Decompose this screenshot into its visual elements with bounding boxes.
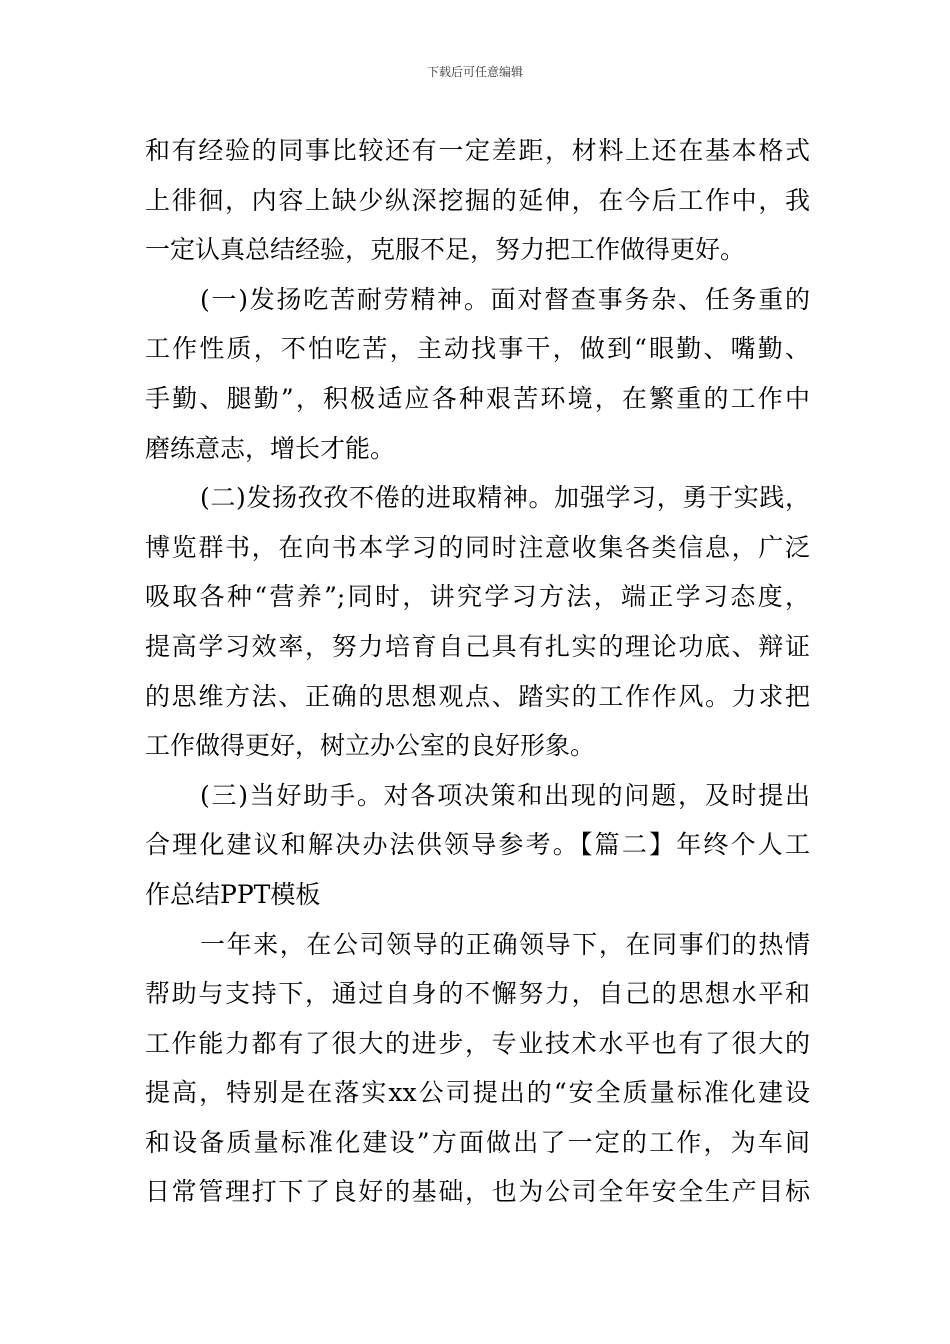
document-body (145, 126, 810, 1217)
text-line: 作总结PPT模板 (145, 879, 321, 909)
text-line: 上徘徊，内容上缺少纵深挖掘的延伸，在今后工作中，我 (145, 185, 810, 215)
paragraph-first-line: (一)发扬吃苦耐劳精神。面对督查事务杂、任务重的 (200, 284, 810, 314)
text-line: 和设备质量标准化建设”方面做出了一定的工作，为车间 (145, 1127, 810, 1157)
text-line: 日常管理打下了良好的基础，也为公司全年安全生产目标 (145, 1177, 810, 1207)
text-line: 和有经验的同事比较还有一定差距，材料上还在基本格式 (145, 136, 810, 165)
text-line: 吸取各种“营养”;同时，讲究学习方法，端正学习态度， (145, 582, 810, 612)
text-line: 提高学习效率，努力培育自己具有扎实的理论功底、辩证 (145, 631, 810, 661)
text-line: 博览群书，在向书本学习的同时注意收集各类信息，广泛 (145, 532, 810, 562)
text-line: 提高，特别是在落实xx公司提出的“安全质量标准化建设 (145, 1078, 810, 1108)
text-line: 磨练意志，增长才能。 (145, 433, 396, 463)
text-line: 工作能力都有了很大的进步，专业技术水平也有了很大的 (145, 1028, 810, 1058)
page-header-note: 下载后可任意编辑 (426, 65, 523, 79)
text-line: 帮助与支持下，通过自身的不懈努力，自己的思想水平和 (145, 979, 810, 1009)
text-line: 一定认真总结经验，克服不足，努力把工作做得更好。 (145, 235, 746, 265)
paragraph-first-line: (三)当好助手。对各项决策和出现的问题，及时提出 (200, 780, 810, 810)
text-line: 合理化建议和解决办法供领导参考。【篇二】年终个人工 (145, 830, 810, 860)
text-line: 工作做得更好，树立办公室的良好形象。 (145, 731, 596, 761)
text-line: 手勤、腿勤”，积极适应各种艰苦环境，在繁重的工作中 (145, 383, 810, 413)
paragraph-first-line: (二)发扬孜孜不倦的进取精神。加强学习，勇于实践， (200, 483, 810, 513)
paragraph-first-line: 一年来，在公司领导的正确领导下，在同事们的热情 (200, 929, 810, 959)
text-line: 工作性质，不怕吃苦，主动找事干，做到“眼勤、嘴勤、 (145, 334, 810, 364)
text-line: 的思维方法、正确的思想观点、踏实的工作作风。力求把 (145, 681, 810, 711)
